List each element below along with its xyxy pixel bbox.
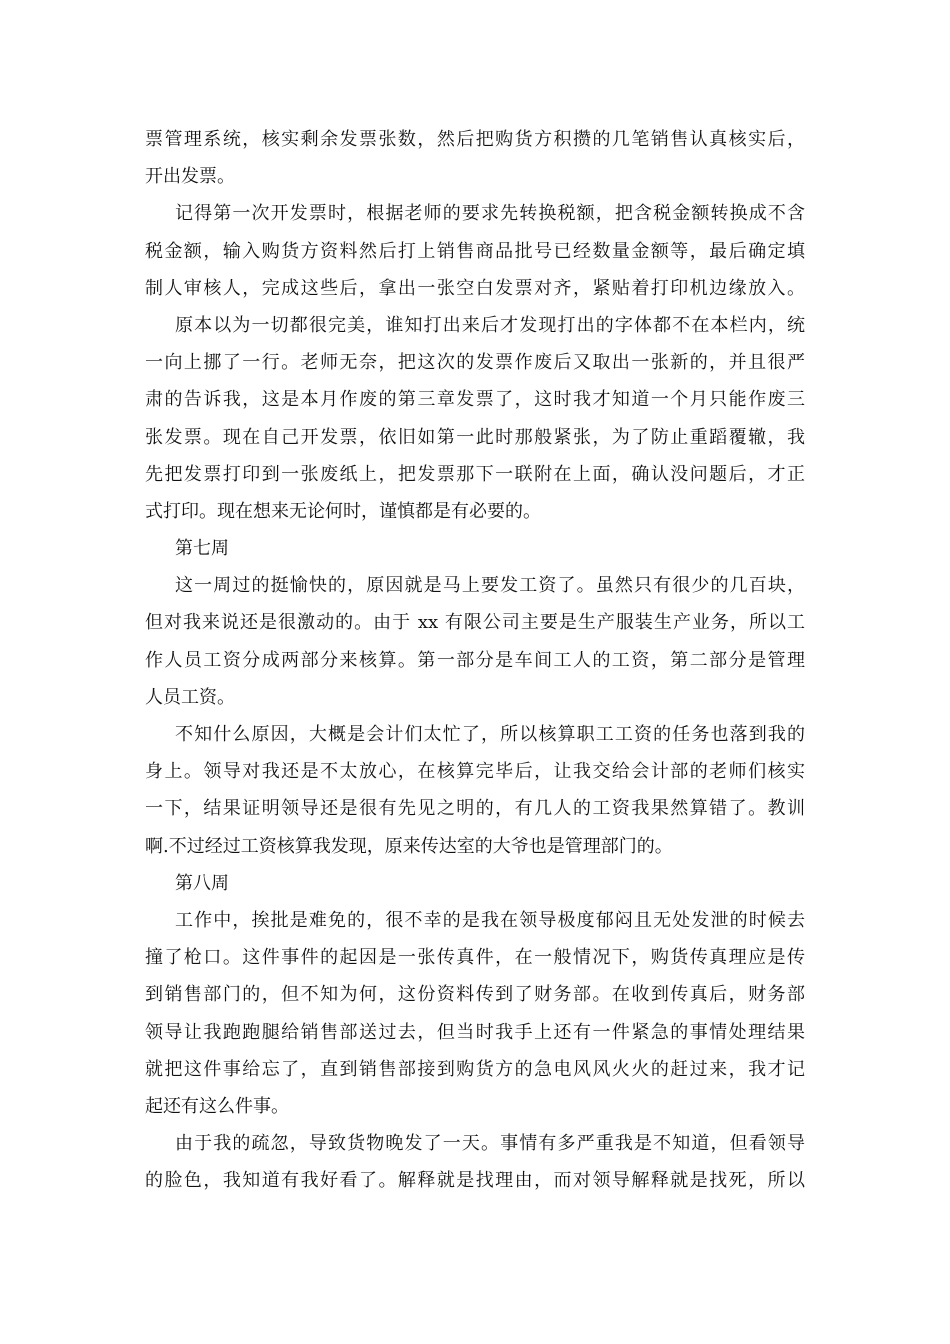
text-line: 就把这件事给忘了，直到销售部接到购货方的急电风风火火的赶过来，我才记 — [145, 1058, 805, 1080]
text-line: 式打印。现在想来无论何时，谨慎都是有必要的。 — [145, 500, 541, 522]
text-line: 起还有这么件事。 — [145, 1095, 289, 1117]
text-line: 税金额，输入购货方资料然后打上销售商品批号已经数量金额等，最后确定填 — [145, 240, 805, 262]
section-heading-week-7: 第七周 — [175, 538, 229, 560]
paragraph-first-line: 由于我的疏忽，导致货物晚发了一天。事情有多严重我是不知道，但看领导 — [175, 1133, 805, 1155]
text-line: 作人员工资分成两部分来核算。第一部分是车间工人的工资，第二部分是管理 — [145, 649, 805, 671]
text-line: 领导让我跑跑腿给销售部送过去，但当时我手上还有一件紧急的事情处理结果 — [145, 1021, 805, 1043]
paragraph-first-line: 不知什么原因，大概是会计们太忙了，所以核算职工工资的任务也落到我的 — [175, 724, 805, 745]
text-line: 肃的告诉我，这是本月作废的第三章发票了，这时我才知道一个月只能作废三 — [145, 389, 805, 411]
text-line: 先把发票打印到一张废纸上，把发票那下一联附在上面，确认没问题后，才正 — [145, 463, 805, 485]
section-heading-week-8: 第八周 — [175, 872, 229, 894]
text-line: 人员工资。 — [145, 686, 235, 708]
text-line: 张发票。现在自己开发票，依旧如第一此时那般紧张，为了防止重蹈覆辙，我 — [145, 426, 805, 448]
text-line: 票管理系统，核实剩余发票张数，然后把购货方积攒的几笔销售认真核实后， — [145, 129, 805, 150]
text-line: 撞了枪口。这件事件的起因是一张传真件，在一般情况下，购货传真理应是传 — [145, 947, 805, 969]
paragraph-first-line: 原本以为一切都很完美，谁知打出来后才发现打出的字体都不在本栏内，统 — [175, 314, 805, 336]
text-line: 身上。领导对我还是不太放心，在核算完毕后，让我交给会计部的老师们核实 — [145, 761, 805, 783]
paragraph-first-line: 这一周过的挺愉快的，原因就是马上要发工资了。虽然只有很少的几百块， — [175, 575, 805, 597]
text-line: 一向上挪了一行。老师无奈，把这次的发票作废后又取出一张新的，并且很严 — [145, 352, 805, 374]
text-line: 的脸色，我知道有我好看了。解释就是找理由，而对领导解释就是找死，所以 — [145, 1170, 805, 1192]
text-line: 但对我来说还是很激动的。由于 xx 有限公司主要是生产服装生产业务，所以工 — [145, 612, 805, 634]
paragraph-first-line: 记得第一次开发票时，根据老师的要求先转换税额，把含税金额转换成不含 — [175, 203, 805, 225]
text-line: 制人审核人，完成这些后，拿出一张空白发票对齐，紧贴着打印机边缘放入。 — [145, 277, 805, 299]
text-line: 到销售部门的，但不知为何，这份资料传到了财务部。在收到传真后，财务部 — [145, 984, 805, 1006]
text-line: 一下，结果证明领导还是很有先见之明的，有几人的工资我果然算错了。教训 — [145, 798, 805, 820]
text-line: 啊.不过经过工资核算我发现，原来传达室的大爷也是管理部门的。 — [145, 835, 673, 857]
paragraph-first-line: 工作中，挨批是难免的，很不幸的是我在领导极度郁闷且无处发泄的时候去 — [175, 909, 805, 931]
document-body — [145, 121, 805, 1199]
text-line: 开出发票。 — [145, 166, 235, 188]
